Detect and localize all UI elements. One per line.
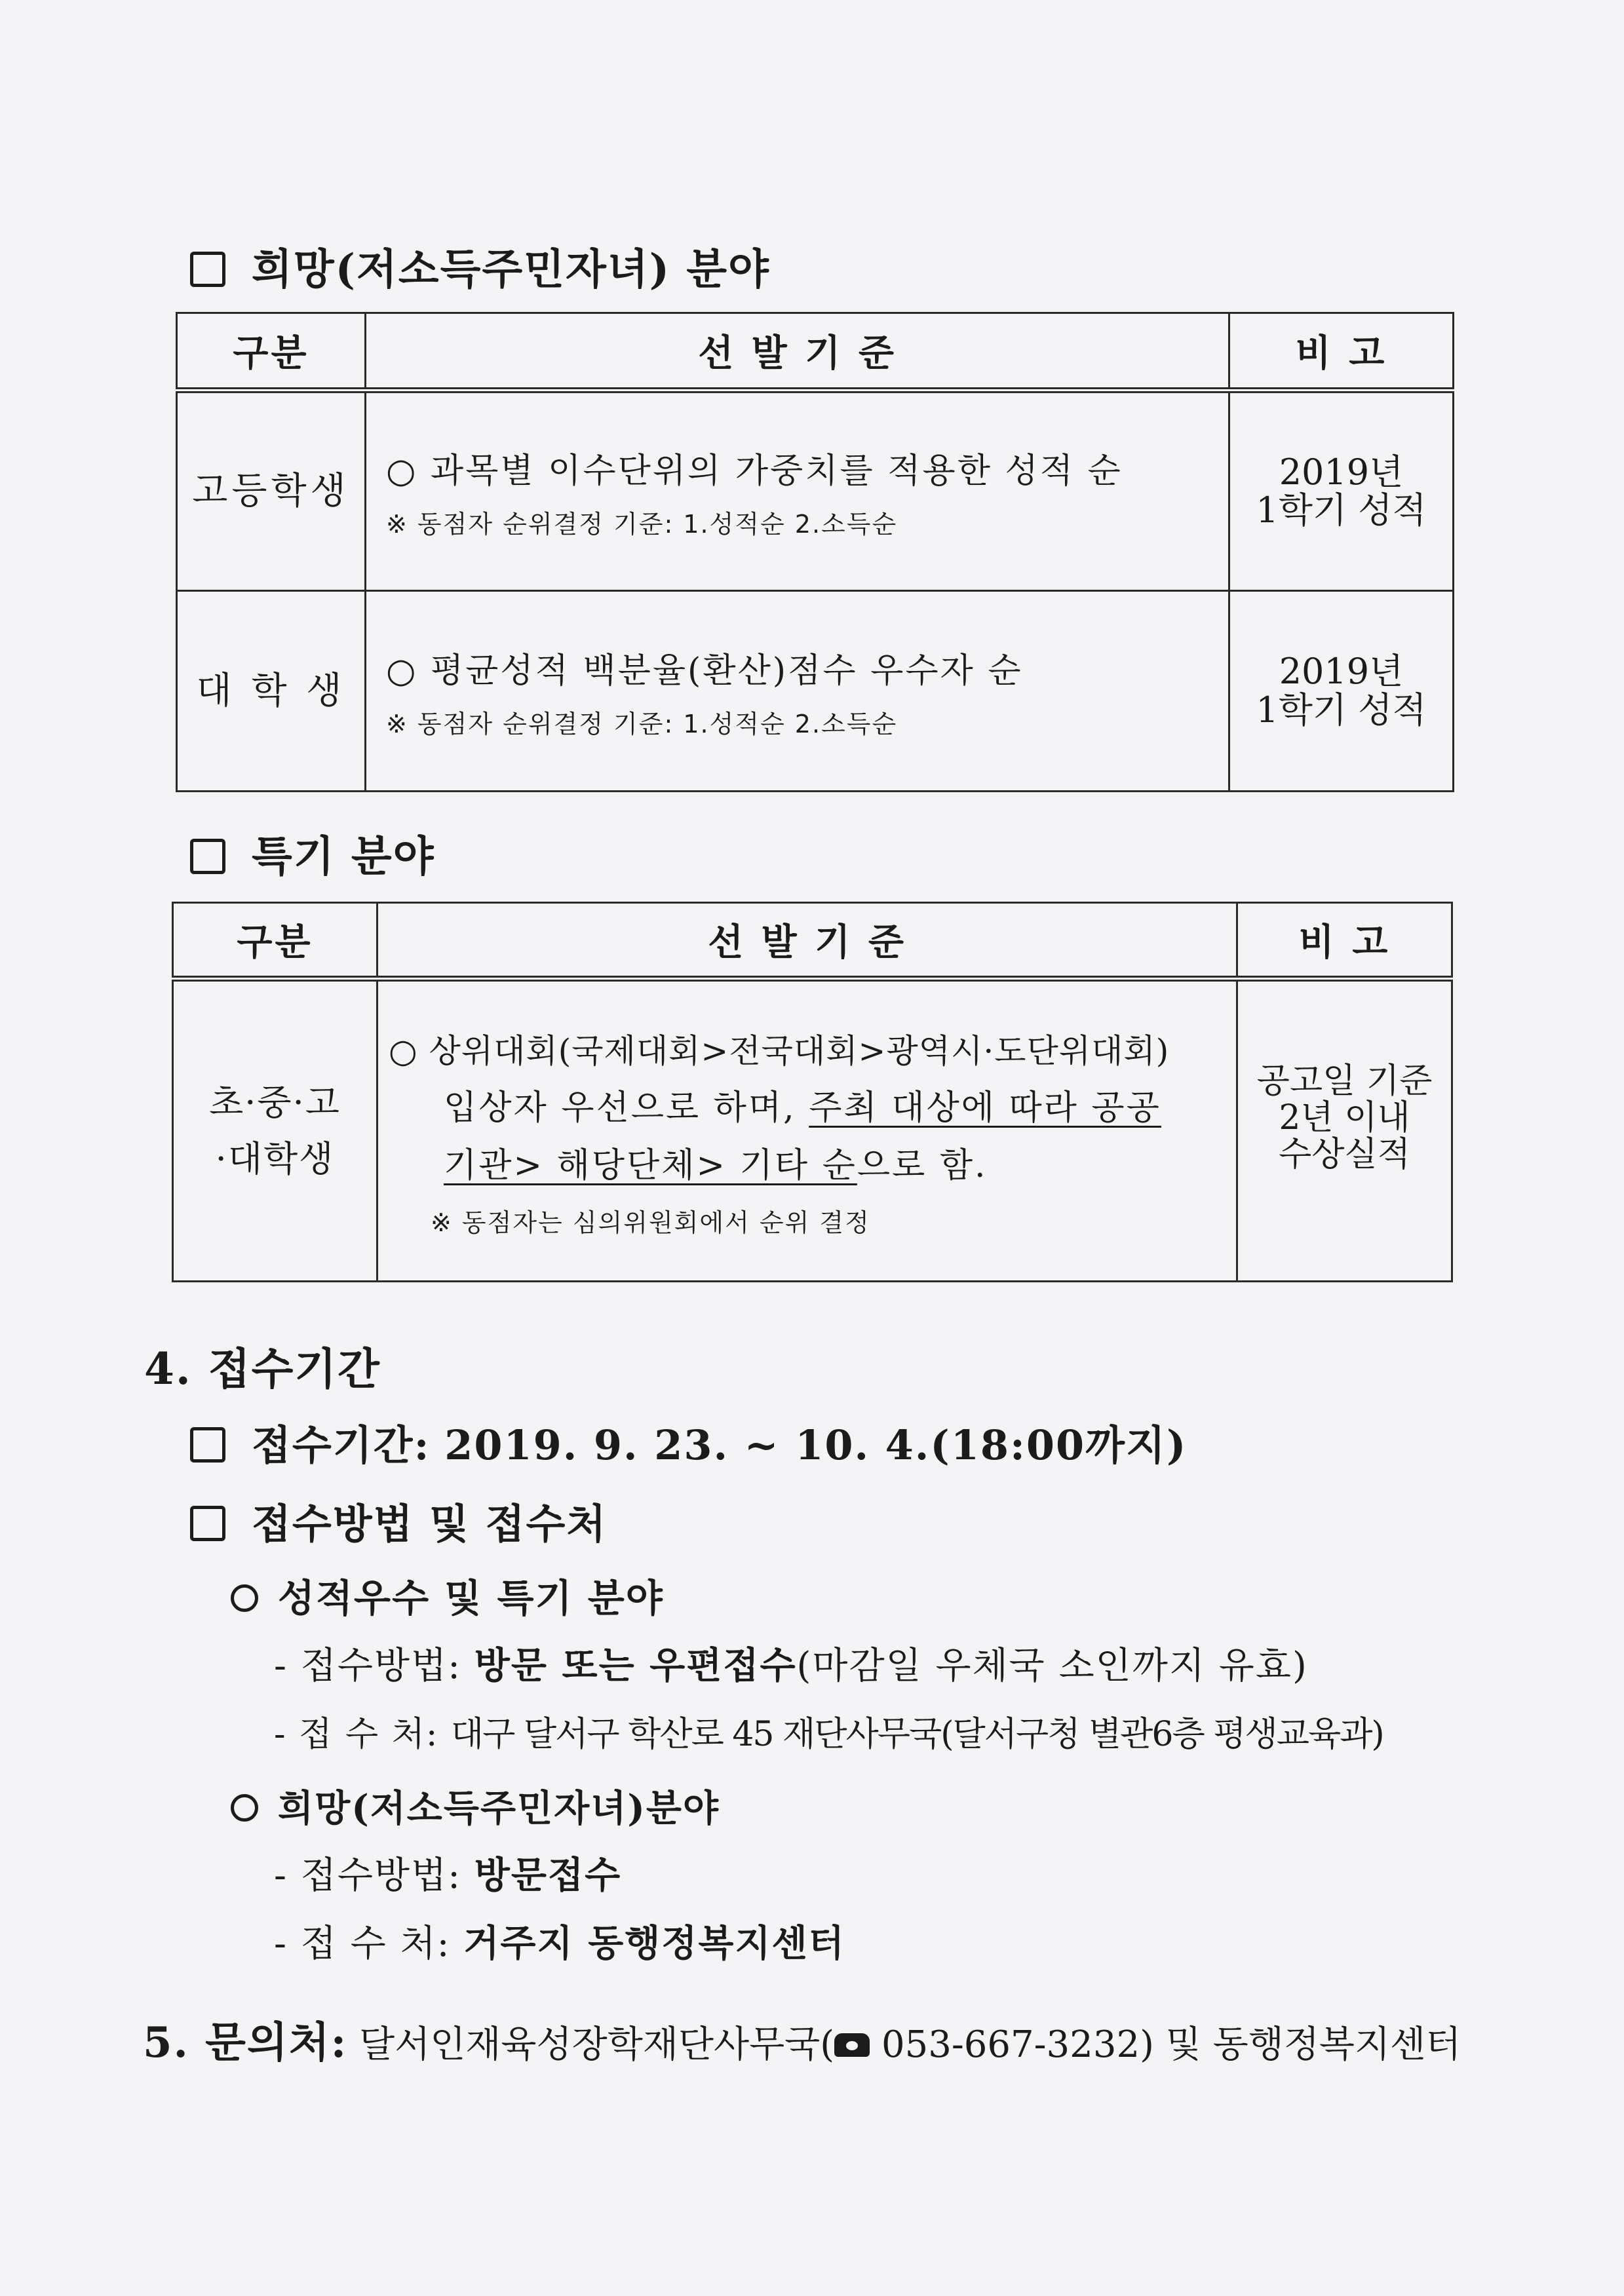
phone-icon: [834, 2033, 870, 2057]
group-2-place: [274, 1915, 845, 1967]
period-label: 접수기간:: [252, 1421, 431, 1469]
group-2-title: [231, 1780, 720, 1832]
row-category: 고등학생: [177, 391, 366, 591]
inquiry-phone: 053-667-3232: [881, 2023, 1140, 2066]
reception-heading: 4. 접수기간: [144, 1343, 381, 1394]
tie-break-note: ※ 동점자는 심의위원회에서 순위 결정: [431, 1208, 870, 1238]
talent-section-title: 특기 분야: [252, 832, 435, 881]
header-category: 구분: [177, 313, 366, 391]
inquiry-org: 달서인재육성장학재단사무국(: [359, 2023, 835, 2066]
table-row: [177, 391, 1454, 591]
hope-section-heading: [190, 236, 770, 296]
header-criteria: 선 발 기 준: [377, 903, 1237, 979]
group-title-text: 성적우수 및 특기 분야: [278, 1576, 664, 1620]
category-line-1: 초·중·고: [209, 1081, 341, 1123]
circle-bullet-icon: [231, 1794, 258, 1822]
remark-term: 1학기 성적: [1256, 689, 1427, 731]
header-criteria: 선 발 기 준: [366, 313, 1229, 391]
tie-break-note: ※ 동점자 순위결정 기준: 1.성적순 2.소득순: [386, 510, 898, 539]
criterion-line-1: ○ 상위대회(국제대회>전국대회>광역시·도단위대회): [389, 1031, 1170, 1070]
place-label: - 접 수 처:: [274, 1715, 451, 1754]
circle-bullet-icon: [231, 1584, 258, 1612]
table-row: [177, 591, 1454, 792]
category-line-2: ·대학생: [215, 1138, 335, 1179]
table-header-row: [177, 313, 1454, 391]
criterion-text: ○ 평균성적 백분율(환산)점수 우수자 순: [386, 651, 1023, 691]
hope-section-title: 희망(저소득주민자녀) 분야: [252, 245, 770, 294]
talent-section-heading: [190, 823, 435, 883]
place-value: 대구 달서구 학산로 45 재단사무국(달서구청 별관6층 평생교육과): [450, 1715, 1383, 1754]
header-remark: 비 고: [1229, 313, 1454, 391]
row-remark: [1229, 591, 1454, 792]
inquiry-tail: ) 및 동행정복지센터: [1140, 2023, 1461, 2066]
inquiry-line: [143, 2009, 1461, 2069]
row-criterion: [366, 591, 1229, 792]
group-1-place: [274, 1706, 1383, 1755]
group-1-method: [274, 1637, 1308, 1689]
remark-term: 1학기 성적: [1256, 489, 1427, 531]
method-value: 방문 또는 우편접수: [474, 1644, 797, 1687]
inquiry-label: 5. 문의처:: [143, 2018, 348, 2067]
criterion-text: ○ 과목별 이수단위의 가중치를 적용한 성적 순: [386, 451, 1123, 491]
group-1-title: [231, 1567, 664, 1622]
reception-method-heading: [190, 1491, 607, 1550]
period-value: 2019. 9. 23. ~ 10. 4.(18:00까지): [444, 1421, 1188, 1469]
row-remark: [1237, 979, 1452, 1282]
method-heading-text: 접수방법 및 접수처: [252, 1500, 608, 1548]
row-criterion: [366, 391, 1229, 591]
row-category: [173, 979, 377, 1282]
checkbox-square-icon: [190, 839, 225, 874]
place-value: 거주지 동행정복지센터: [463, 1922, 845, 1965]
method-value: 방문접수: [474, 1854, 622, 1897]
group-title-text: 희망(저소득주민자녀)분야: [278, 1787, 720, 1830]
remark-year: 2019년: [1279, 651, 1404, 693]
talent-criteria-table: [172, 902, 1453, 1282]
place-label: - 접 수 처:: [274, 1923, 464, 1965]
table-row: [173, 979, 1452, 1282]
criterion-line-2: [389, 1079, 1236, 1137]
checkbox-square-icon: [190, 1506, 225, 1541]
remark-year: 2019년: [1279, 451, 1404, 493]
method-label: - 접수방법:: [274, 1854, 474, 1897]
table-header-row: [173, 903, 1452, 979]
remark-line-2: 2년 이내: [1279, 1098, 1410, 1138]
criterion-text: 입상자 우선으로 하며,: [444, 1088, 809, 1128]
header-category: 구분: [173, 903, 377, 979]
criterion-text: 으로 함.: [857, 1146, 988, 1185]
checkbox-square-icon: [190, 1427, 225, 1463]
row-remark: [1229, 391, 1454, 591]
remark-line-1: 공고일 기준: [1256, 1061, 1433, 1101]
criterion-underlined: 기관> 해당단체> 기타 순: [444, 1146, 857, 1185]
group-2-method: [274, 1846, 621, 1899]
criterion-underlined: 주최 대상에 따라 공공: [809, 1088, 1161, 1128]
checkbox-square-icon: [190, 252, 225, 287]
method-label: - 접수방법:: [274, 1645, 474, 1687]
header-remark: 비 고: [1237, 903, 1452, 979]
hope-criteria-table: [176, 312, 1454, 792]
method-note: (마감일 우체국 소인까지 유효): [796, 1645, 1308, 1687]
tie-break-note: ※ 동점자 순위결정 기준: 1.성적순 2.소득순: [386, 709, 898, 738]
reception-period: [190, 1413, 1187, 1471]
remark-line-3: 수상실적: [1279, 1135, 1410, 1175]
row-criterion: [377, 979, 1237, 1282]
criterion-line-3: [389, 1137, 1236, 1195]
row-category: 대 학 생: [177, 591, 366, 792]
